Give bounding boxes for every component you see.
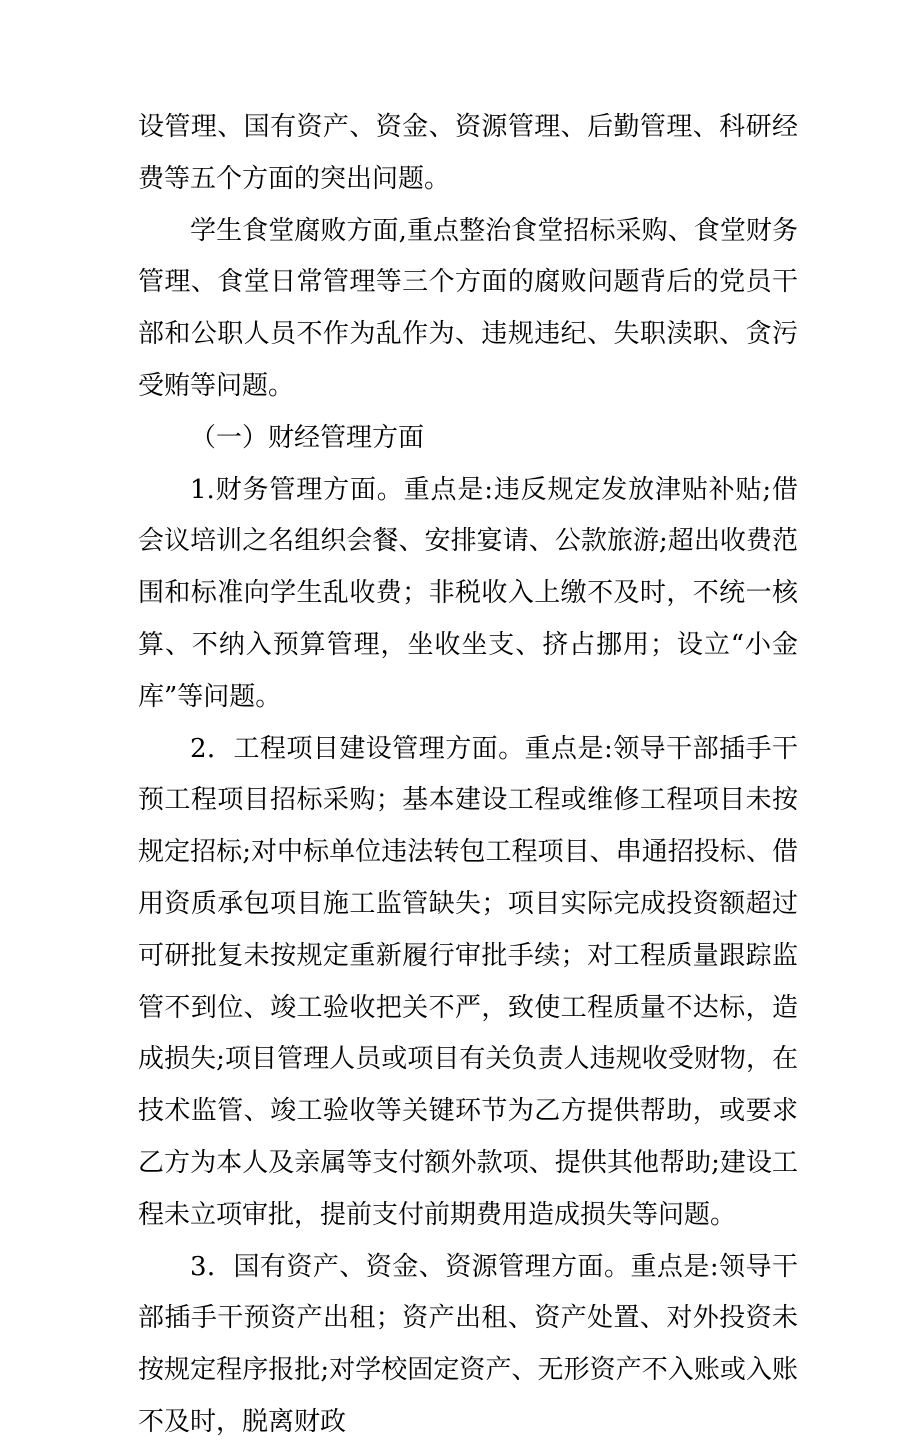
paragraph-item-3: 3．国有资产、资金、资源管理方面。重点是:领导干部插手干预资产出租；资产出租、资产处置、对外投资未按规定程序报批;对学校固定资产、无形资产不入账或入账不及时，脱离财政 (138, 1251, 798, 1437)
paragraph-canteen: 学生食堂腐败方面,重点整治食堂招标采购、食堂财务管理、食堂日常管理等三个方面的腐败问题背后的党员干部和公职人员不作为乱作为、违规违纪、失职渎职、贪污受贿等问题。 (138, 215, 798, 401)
paragraph-item-1: 1.财务管理方面。重点是:违反规定发放津贴补贴;借会议培训之名组织会餐、安排宴请、公款旅游;超出收费范围和标准向学生乱收费；非税收入上缴不及时，不统一核算、不纳入预算管理，坐收坐支、挤占挪用；设立“小金库”等问题。 (138, 474, 798, 712)
section-heading: （一）财经管理方面 (190, 422, 425, 453)
paragraph-continuation: 设管理、国有资产、资金、资源管理、后勤管理、科研经费等五个方面的突出问题。 (138, 112, 798, 194)
paragraph-item-2: 2．工程项目建设管理方面。重点是:领导干部插手干预工程项目招标采购；基本建设工程或维修工程项目未按规定招标;对中标单位违法转包工程项目、串通招投标、借用资质承包项目施工监管缺失；项目实际完成投资额超过可研批复未按规定重新履行审批手续；对工程质量跟踪监管不到位、竣工验收把关不严，致使工程质量不达标，造成损失;项目管理人员或项目有关负责人违规收受财物，在技术监管、竣工验收等关键环节为乙方提供帮助，或要求乙方为本人及亲属等支付额外款项、提供其他帮助;建设工程未立项审批，提前支付前期费用造成损失等问题。 (138, 733, 798, 1230)
document-body (138, 102, 798, 1449)
